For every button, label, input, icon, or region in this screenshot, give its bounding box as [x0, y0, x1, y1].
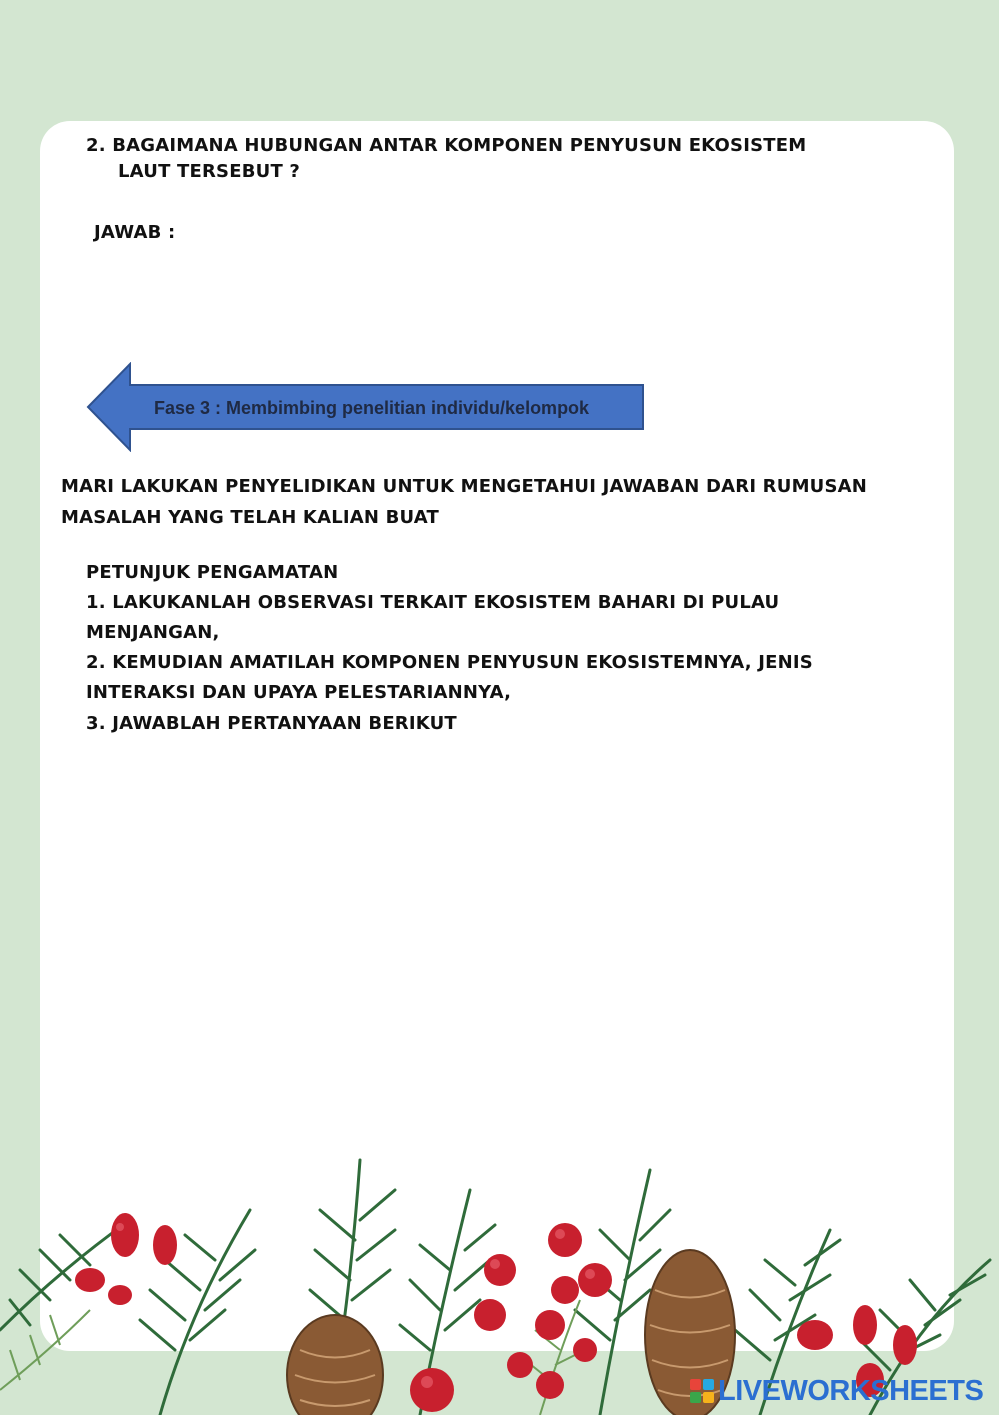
instruction-line: 1. LAKUKANLAH OBSERVASI TERKAIT EKOSISTEM BAHARI DI PULAU: [86, 592, 780, 613]
intro-line-1: MARI LAKUKAN PENYELIDIKAN UNTUK MENGETAHUI JAWABAN DARI RUMUSAN: [61, 476, 868, 497]
question-line-1: 2. BAGAIMANA HUBUNGAN ANTAR KOMPONEN PENYUSUN EKOSISTEM: [86, 135, 807, 156]
liveworksheets-logo-icon: [690, 1379, 714, 1403]
question-line-2: LAUT TERSEBUT ?: [118, 161, 301, 182]
liveworksheets-logo-text: LIVEWORKSHEETS: [718, 1374, 984, 1407]
phase-arrow-label: Fase 3 : Membimbing penelitian individu/kelompok: [154, 398, 590, 418]
answer-label: JAWAB :: [94, 222, 176, 243]
intro-line-2: MASALAH YANG TELAH KALIAN BUAT: [61, 507, 440, 528]
liveworksheets-logo: [690, 1374, 983, 1408]
instruction-line: 3. JAWABLAH PERTANYAAN BERIKUT: [86, 713, 457, 734]
phase-arrow: [86, 362, 648, 452]
instruction-line: MENJANGAN,: [86, 622, 220, 643]
instruction-line: 2. KEMUDIAN AMATILAH KOMPONEN PENYUSUN EKOSISTEMNYA, JENIS: [86, 652, 813, 673]
instructions-heading: PETUNJUK PENGAMATAN: [86, 562, 339, 583]
instruction-line: INTERAKSI DAN UPAYA PELESTARIANNYA,: [86, 682, 512, 703]
